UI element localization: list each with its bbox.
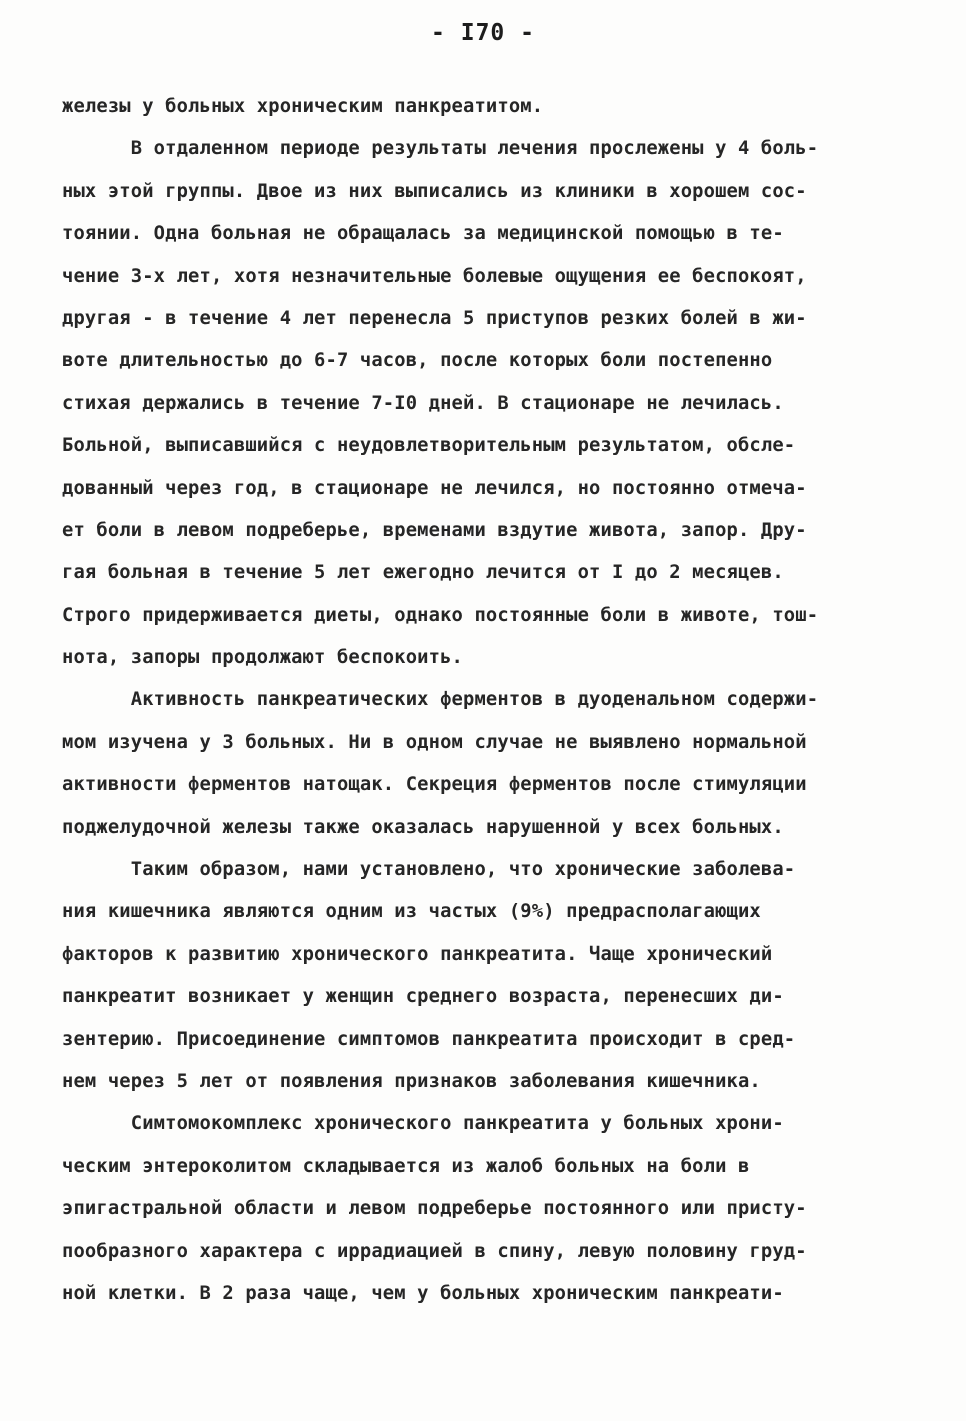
text-line: железы у больных хроническим панкреатитом.	[62, 96, 544, 117]
text-line: поджелудочной железы также оказалась нарушенной у всех больных.	[62, 816, 784, 838]
text-line: Таким образом, нами установлено, что хронические заболева-	[62, 859, 796, 881]
text-line: нем через 5 лет от появления признаков заболевания кишечника.	[62, 1070, 761, 1092]
text-line: мом изучена у 3 больных. Ни в одном случае не выявлено нормальной	[62, 731, 807, 753]
text-line: В отдаленном периоде результаты лечения прослежены у 4 боль-	[62, 138, 819, 160]
text-line: другая - в течение 4 лет перенесла 5 приступов резких болей в жи-	[62, 307, 807, 329]
text-line: эпигастральной области и левом подреберье постоянного или присту-	[62, 1198, 807, 1220]
text-line: ния кишечника являются одним из частых (9%) предрасполагающих	[62, 901, 761, 923]
body-text	[62, 86, 904, 1315]
text-line: воте длительностью до 6-7 часов, после которых боли постепенно	[62, 350, 773, 372]
text-line: ческим энтероколитом складывается из жалоб больных на боли в	[62, 1155, 750, 1177]
text-line: чение 3-х лет, хотя незначительные болевые ощущения ее беспокоят,	[62, 265, 807, 287]
text-line: Больной, выписавшийся с неудовлетворительным результатом, обсле-	[62, 435, 796, 457]
text-line: ных этой группы. Двое из них выписались из клиники в хорошем сос-	[62, 180, 807, 202]
text-line: Симтомокомплекс хронического панкреатита у больных хрони-	[62, 1113, 784, 1135]
text-line: Активность панкреатических ферментов в дуоденальном содержи-	[62, 689, 819, 711]
text-line: пообразного характера с иррадиацией в спину, левую половину груд-	[62, 1240, 807, 1262]
text-line: панкреатит возникает у женщин среднего возраста, перенесших ди-	[62, 986, 784, 1008]
text-line: гая больная в течение 5 лет ежегодно лечится от I до 2 месяцев.	[62, 562, 784, 584]
text-line: дованный через год, в стационаре не лечился, но постоянно отмеча-	[62, 477, 807, 499]
text-line: тоянии. Одна больная не обращалась за медицинской помощью в те-	[62, 223, 784, 245]
page-number: - I70 -	[431, 20, 535, 46]
text-line: активности ферментов натощак. Секреция ферментов после стимуляции	[62, 774, 807, 796]
text-line: факторов к развитию хронического панкреатита. Чаще хронический	[62, 943, 773, 965]
text-line: ет боли в левом подреберье, временами вздутие живота, запор. Дру-	[62, 519, 807, 541]
text-line: нота, запоры продолжают беспокоить.	[62, 647, 464, 669]
text-line: зентерию. Присоединение симптомов панкреатита происходит в сред-	[62, 1028, 796, 1050]
text-line: ной клетки. В 2 раза чаще, чем у больных хроническим панкреати-	[62, 1282, 784, 1304]
text-line: Строго придерживается диеты, однако постоянные боли в животе, тош-	[62, 604, 819, 626]
text-line: стихая держались в течение 7-I0 дней. В стационаре не лечилась.	[62, 392, 784, 414]
